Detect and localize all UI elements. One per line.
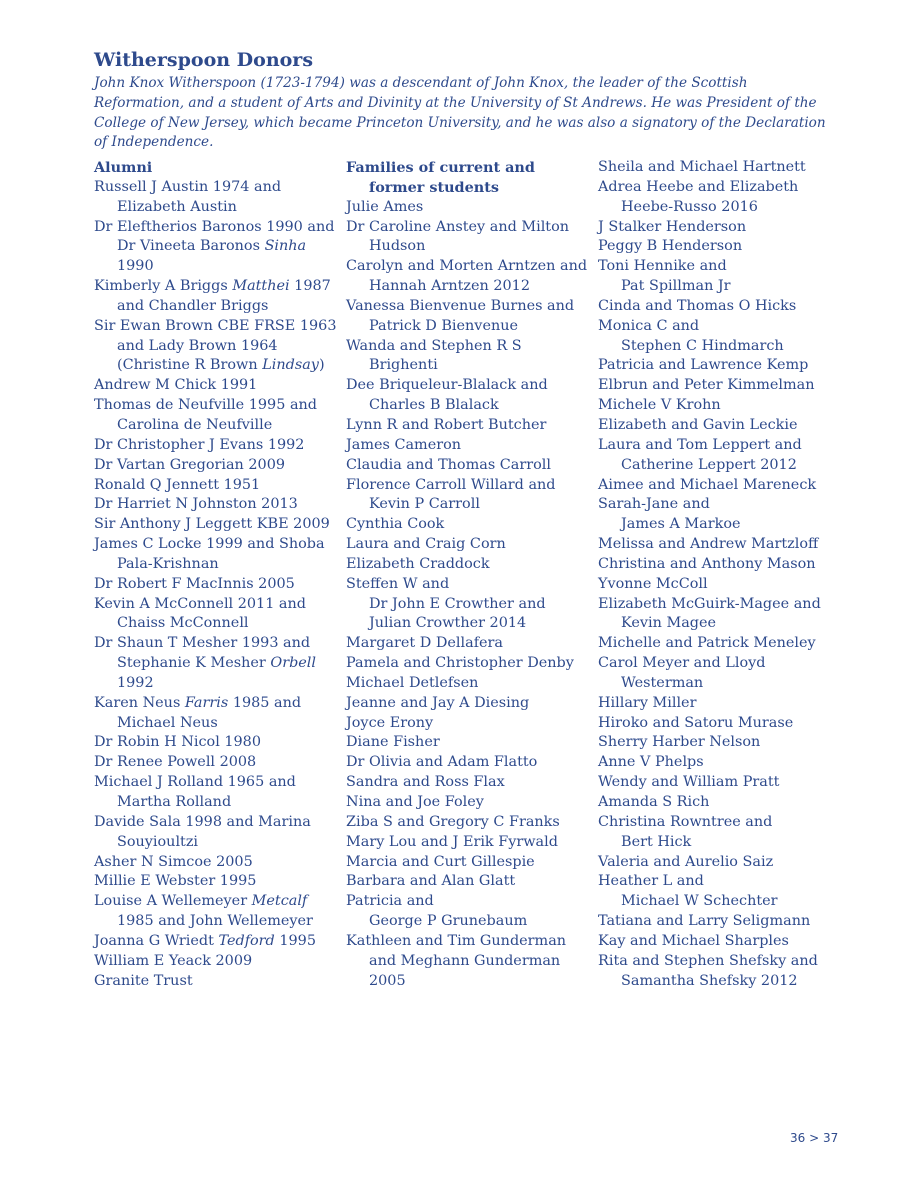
donor-column-alumni [94, 158, 339, 991]
donor-entry: Cinda and Thomas O Hicks [598, 297, 797, 314]
donor-entry: Sherry Harber Nelson [598, 734, 761, 751]
donor-entry: Dr Harriet N Johnston 2013 [94, 496, 298, 513]
maiden-name: Matthei [232, 278, 290, 295]
donor-entry: Sheila and Michael Hartnett [598, 159, 806, 175]
donor-entry: Elizabeth McGuirk-Magee and Kevin Magee [598, 595, 821, 632]
donor-entry: Michael Detlefsen [346, 674, 479, 691]
donor-entry: J Stalker Henderson [598, 218, 747, 235]
donor-entry: Andrew M Chick 1991 [94, 377, 258, 394]
maiden-name: Orbell [270, 655, 317, 672]
donor-entry: Elbrun and Peter Kimmelman [598, 377, 815, 394]
donor-entry: Granite Trust [94, 972, 193, 989]
donor-entry: Thomas de Neufville 1995 and Carolina de Neufville [94, 397, 318, 433]
donor-entry: Millie E Webster 1995 [94, 873, 257, 890]
donor-entry: Julie Ames [346, 198, 424, 215]
donor-entry: William E Yeack 2009 [94, 952, 253, 969]
donor-entry: Asher N Simcoe 2005 [94, 853, 253, 870]
maiden-name: Tedford [218, 932, 275, 949]
donor-entry: Michele V Krohn [598, 397, 721, 414]
donor-entry: Christina and Anthony Mason [598, 555, 816, 572]
donor-entry: Dee Briqueleur-Blalack and Charles B Blalack [346, 377, 548, 414]
donor-entry: Peggy B Henderson [598, 238, 743, 255]
donor-entry: Heather L and Michael W Schechter [598, 873, 778, 910]
donor-column-families-continued [598, 158, 843, 991]
donor-entry: Hillary Miller [598, 694, 697, 711]
donor-entry: Marcia and Curt Gillespie [346, 853, 535, 870]
donor-entry: Laura and Craig Corn [346, 536, 506, 553]
donor-column-families [346, 158, 591, 991]
donor-entry: Dr Christopher J Evans 1992 [94, 436, 305, 453]
donor-entry: Adrea Heebe and Elizabeth Heebe-Russo 2016 [598, 178, 799, 215]
donor-entry: Joyce Erony [346, 714, 434, 731]
donor-entry: Dr Robert F MacInnis 2005 [94, 575, 295, 592]
donor-entry: Sandra and Ross Flax [346, 774, 505, 791]
donor-entry: Valeria and Aurelio Saiz [598, 853, 774, 870]
donor-entry: Hiroko and Satoru Murase [598, 714, 794, 731]
column-heading: Families of current and former students [346, 159, 535, 196]
donor-entry: Dr Eleftherios Baronos 1990 and Dr Vineeta Baronos Sinha 1990 [94, 218, 335, 275]
donor-entry: Sarah-Jane and James A Markoe [598, 496, 741, 533]
donor-entry: Elizabeth Craddock [346, 555, 490, 572]
donor-entry: Sir Anthony J Leggett KBE 2009 [94, 516, 330, 533]
donor-entry: Kay and Michael Sharples [598, 932, 789, 949]
donor-entry: Dr Vartan Gregorian 2009 [94, 456, 286, 473]
donor-entry: Michelle and Patrick Meneley [598, 635, 816, 652]
donor-entry: Ronald Q Jennett 1951 [94, 476, 261, 493]
donor-entry: Davide Sala 1998 and Marina Souyioultzi [94, 813, 311, 850]
donor-entry: Elizabeth and Gavin Leckie [598, 416, 798, 433]
donor-entry: Kimberly A Briggs Matthei 1987 and Chandler Briggs [94, 278, 331, 314]
donor-entry: Laura and Tom Leppert and Catherine Leppert 2012 [598, 436, 802, 473]
donor-entry: Tatiana and Larry Seligmann [598, 913, 811, 930]
donor-entry: Toni Hennike and Pat Spillman Jr [598, 258, 731, 295]
donor-entry: James Cameron [346, 436, 462, 453]
donor-entry: Sir Ewan Brown CBE FRSE 1963 and Lady Brown 1964 (Christine R Brown Lindsay) [94, 317, 337, 374]
donor-entry: Dr Shaun T Mesher 1993 and Stephanie K Mesher Orbell 1992 [94, 635, 317, 691]
donor-entry: Jeanne and Jay A Diesing [346, 694, 530, 711]
donor-entry: Dr Robin H Nicol 1980 [94, 734, 261, 751]
donor-entry: Mary Lou and J Erik Fyrwald [346, 833, 558, 850]
page-number: 36 > 37 [790, 1131, 839, 1145]
donor-entry: Nina and Joe Foley [346, 794, 484, 810]
donor-entry: Carolyn and Morten Arntzen and Hannah Arntzen 2012 [346, 258, 588, 295]
donor-entry: Claudia and Thomas Carroll [346, 456, 551, 473]
donor-entry: Monica C and Stephen C Hindmarch [598, 317, 784, 354]
intro-paragraph: John Knox Witherspoon (1723-1794) was a descendant of John Knox, the leader of the Scottish Reformation, and a student of Arts and Divinity at the University of St Andrews. He was President of the College of New Jersey, which became Princeton University, and he was also a signatory of the Declaration of Independence. [94, 75, 826, 151]
donor-entry: Kathleen and Tim Gunderman and Meghann Gunderman 2005 [346, 932, 567, 989]
page-title: Witherspoon Donors [94, 49, 314, 71]
donor-entry: Aimee and Michael Mareneck [598, 476, 817, 493]
donor-entry: Louise A Wellemeyer Metcalf 1985 and John Wellemeyer [94, 893, 313, 930]
donor-entry: Rita and Stephen Shefsky and Samantha Shefsky 2012 [598, 952, 818, 989]
donor-entry: Patricia and George P Grunebaum [346, 893, 528, 930]
donor-entry: James C Locke 1999 and Shoba Pala-Krishnan [94, 536, 325, 572]
donor-entry: Anne V Phelps [598, 754, 704, 771]
donor-entry: Amanda S Rich [598, 794, 710, 810]
donor-entry: Margaret D Dellafera [346, 635, 503, 652]
maiden-name: Lindsay [262, 357, 319, 374]
maiden-name: Farris [184, 694, 229, 711]
donor-entry: Christina Rowntree and Bert Hick [598, 813, 773, 850]
donor-entry: Pamela and Christopher Denby [346, 655, 574, 672]
maiden-name: Sinha [264, 238, 307, 255]
donor-entry: Lynn R and Robert Butcher [346, 416, 547, 433]
donor-entry: Karen Neus Farris 1985 and Michael Neus [94, 694, 302, 731]
donor-entry: Steffen W and Dr John E Crowther and Julian Crowther 2014 [346, 575, 546, 632]
maiden-name: Metcalf [251, 893, 308, 910]
donor-entry: Joanna G Wriedt Tedford 1995 [94, 932, 316, 949]
donor-entry: Russell J Austin 1974 and Elizabeth Austin [94, 178, 282, 215]
donor-entry: Florence Carroll Willard and Kevin P Carroll [346, 476, 556, 513]
donor-entry: Wendy and William Pratt [598, 774, 780, 791]
donor-entry: Melissa and Andrew Martzloff [598, 536, 819, 553]
donor-entry: Carol Meyer and Lloyd Westerman [598, 655, 766, 691]
donor-entry: Yvonne McColl [598, 575, 708, 592]
donor-entry: Patricia and Lawrence Kemp [598, 357, 809, 374]
donor-entry: Dr Olivia and Adam Flatto [346, 754, 538, 771]
donor-entry: Dr Renee Powell 2008 [94, 754, 257, 771]
donor-entry: Dr Caroline Anstey and Milton Hudson [346, 218, 570, 255]
donor-entry: Diane Fisher [346, 734, 440, 751]
donor-entry: Vanessa Bienvenue Burnes and Patrick D Bienvenue [346, 297, 575, 334]
donor-entry: Michael J Rolland 1965 and Martha Rolland [94, 774, 296, 810]
column-heading: Alumni [94, 159, 153, 176]
donor-entry: Kevin A McConnell 2011 and Chaiss McConnell [94, 595, 306, 632]
donor-entry: Ziba S and Gregory C Franks [346, 813, 560, 830]
donor-entry: Wanda and Stephen R S Brighenti [346, 337, 522, 374]
donor-entry: Barbara and Alan Glatt [346, 873, 516, 890]
donor-entry: Cynthia Cook [346, 516, 445, 533]
